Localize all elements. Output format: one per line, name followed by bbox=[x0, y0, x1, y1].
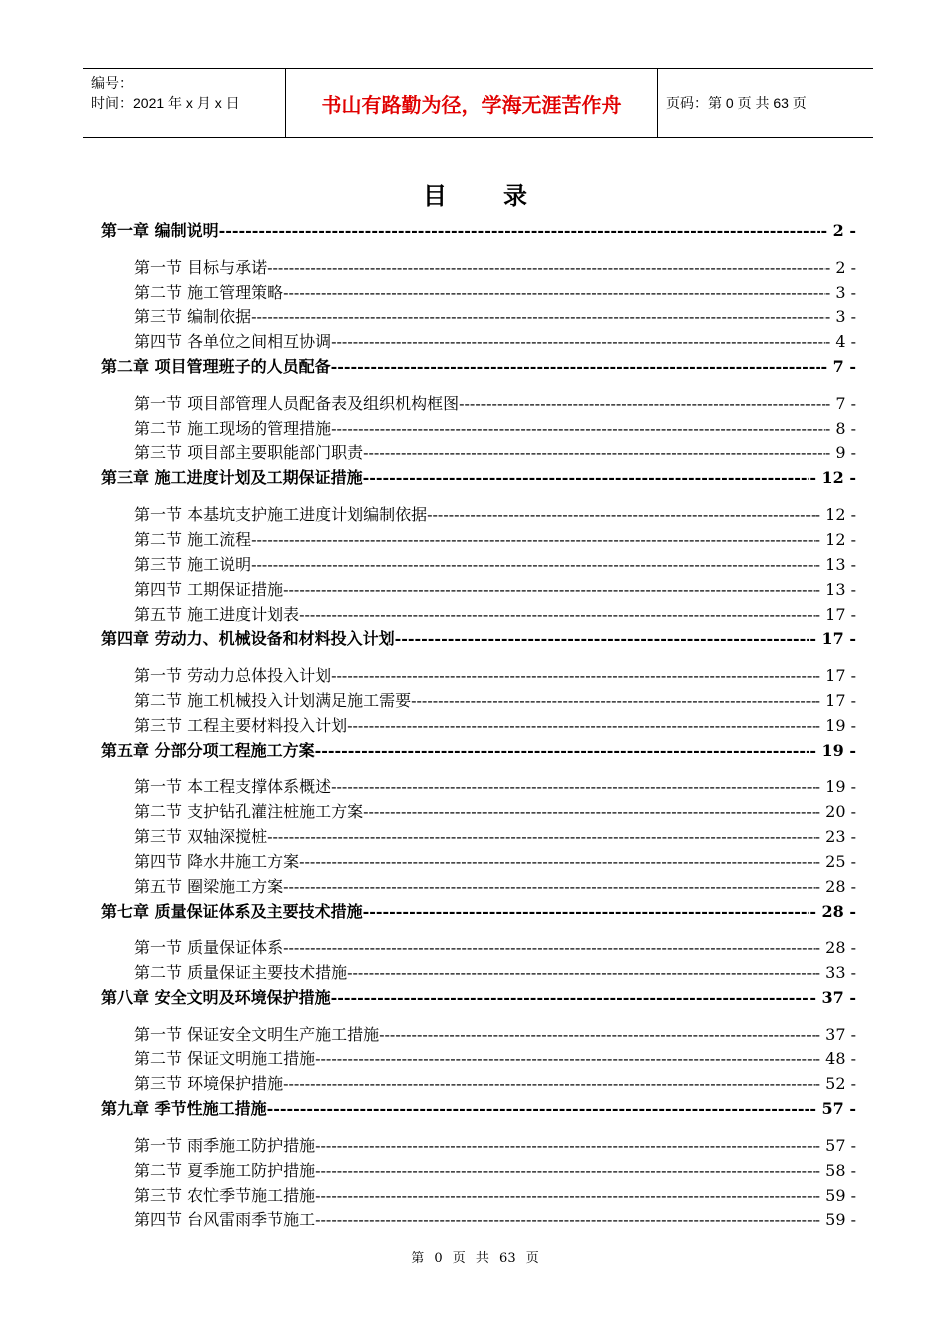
toc-leader-dashes bbox=[331, 418, 825, 440]
toc-entry-page: - 17 - bbox=[814, 666, 856, 685]
toc-chapter-entry[interactable] bbox=[101, 740, 856, 762]
toc-leader-dashes bbox=[459, 393, 825, 415]
toc-chapter-entry[interactable] bbox=[101, 1098, 856, 1120]
toc-section-entry[interactable] bbox=[134, 579, 856, 601]
toc-leader-dashes bbox=[427, 504, 815, 526]
toc-leader-dashes bbox=[331, 665, 815, 687]
toc-chapter-entry[interactable] bbox=[101, 220, 856, 242]
toc-entry-label: 第二节 施工流程 bbox=[134, 530, 252, 549]
toc-entry-label: 第一节 本工程支撑体系概述 bbox=[134, 777, 332, 796]
toc-section-entry[interactable] bbox=[134, 442, 856, 464]
toc-section-entry[interactable] bbox=[134, 418, 856, 440]
toc-leader-dashes bbox=[331, 776, 815, 798]
toc-entry-page: - 9 - bbox=[824, 443, 856, 462]
toc-entry-label: 第三章 施工进度计划及工期保证措施 bbox=[101, 468, 363, 487]
toc-leader-dashes bbox=[267, 1098, 810, 1120]
toc-section-entry[interactable] bbox=[134, 604, 856, 626]
toc-section-entry[interactable] bbox=[134, 962, 856, 984]
toc-entry-label: 第二节 施工现场的管理措施 bbox=[134, 419, 332, 438]
toc-entry-label: 第一章 编制说明 bbox=[101, 221, 219, 240]
toc-entry-page: - 7 - bbox=[824, 394, 856, 413]
toc-section-entry[interactable] bbox=[134, 1073, 856, 1095]
toc-leader-dashes bbox=[395, 628, 810, 650]
toc-entry-page: - 8 - bbox=[824, 419, 856, 438]
toc-entry-label: 第一节 项目部管理人员配备表及组织机构框图 bbox=[134, 394, 460, 413]
toc-entry-page: - 58 - bbox=[814, 1161, 856, 1180]
toc-entry-page: - 57 - bbox=[809, 1099, 856, 1118]
toc-entry-page: - 2 - bbox=[824, 258, 856, 277]
toc-leader-dashes bbox=[363, 467, 810, 489]
toc-entry-page: - 17 - bbox=[814, 691, 856, 710]
header-page-info: 页码：第 0 页 共 63 页 bbox=[666, 95, 807, 111]
toc-entry-label: 第三节 环境保护措施 bbox=[134, 1074, 284, 1093]
toc-entry-label: 第一节 目标与承诺 bbox=[134, 258, 268, 277]
header-motto: 书山有路勤为径，学海无涯苦作舟 bbox=[285, 69, 658, 137]
toc-leader-dashes bbox=[331, 331, 825, 353]
toc-section-entry[interactable] bbox=[134, 715, 856, 737]
toc-entry-label: 第二节 施工机械投入计划满足施工需要 bbox=[134, 691, 412, 710]
toc-entry-page: - 7 - bbox=[820, 357, 856, 376]
toc-leader-dashes bbox=[283, 937, 815, 959]
toc-entry-label: 第四节 工期保证措施 bbox=[134, 580, 284, 599]
document-date-label: 时间：2021 年 x 月 x 日 bbox=[91, 95, 240, 111]
toc-entry-label: 第二章 项目管理班子的人员配备 bbox=[101, 357, 331, 376]
toc-leader-dashes bbox=[251, 554, 815, 576]
toc-entry-page: - 17 - bbox=[814, 605, 856, 624]
toc-entry-label: 第二节 施工管理策略 bbox=[134, 283, 284, 302]
toc-entry-label: 第七章 质量保证体系及主要技术措施 bbox=[101, 902, 363, 921]
toc-entry-page: - 19 - bbox=[809, 741, 856, 760]
toc-entry-label: 第一节 本基坑支护施工进度计划编制依据 bbox=[134, 505, 428, 524]
toc-entry-label: 第二节 支护钻孔灌注桩施工方案 bbox=[134, 802, 364, 821]
toc-entry-page: - 3 - bbox=[824, 283, 856, 302]
toc-entry-label: 第三节 双轴深搅桩 bbox=[134, 827, 268, 846]
toc-section-entry[interactable] bbox=[134, 331, 856, 353]
toc-entry-label: 第四节 各单位之间相互协调 bbox=[134, 332, 332, 351]
toc-entry-page: - 12 - bbox=[814, 530, 856, 549]
toc-section-entry[interactable] bbox=[134, 776, 856, 798]
toc-leader-dashes bbox=[315, 1135, 815, 1157]
toc-section-entry[interactable] bbox=[134, 1024, 856, 1046]
toc-entry-label: 第一节 雨季施工防护措施 bbox=[134, 1136, 316, 1155]
toc-section-entry[interactable] bbox=[134, 282, 856, 304]
toc-section-entry[interactable] bbox=[134, 665, 856, 687]
toc-entry-page: - 48 - bbox=[814, 1049, 856, 1068]
toc-entry-label: 第一节 劳动力总体投入计划 bbox=[134, 666, 332, 685]
toc-entry-page: - 12 - bbox=[809, 468, 856, 487]
toc-section-entry[interactable] bbox=[134, 554, 856, 576]
toc-leader-dashes bbox=[251, 306, 825, 328]
toc-entry-page: - 28 - bbox=[809, 902, 856, 921]
toc-leader-dashes bbox=[283, 1073, 815, 1095]
toc-chapter-entry[interactable] bbox=[101, 987, 856, 1009]
toc-leader-dashes bbox=[347, 715, 815, 737]
toc-leader-dashes bbox=[251, 529, 815, 551]
toc-leader-dashes bbox=[283, 876, 815, 898]
toc-section-entry[interactable] bbox=[134, 257, 856, 279]
toc-entry-page: - 2 - bbox=[820, 221, 856, 240]
toc-leader-dashes bbox=[331, 987, 810, 1009]
toc-section-entry[interactable] bbox=[134, 306, 856, 328]
toc-section-entry[interactable] bbox=[134, 690, 856, 712]
toc-leader-dashes bbox=[267, 826, 815, 848]
toc-section-entry[interactable] bbox=[134, 1160, 856, 1182]
toc-entry-page: - 19 - bbox=[814, 777, 856, 796]
toc-section-entry[interactable] bbox=[134, 529, 856, 551]
toc-entry-label: 第九章 季节性施工措施 bbox=[101, 1099, 267, 1118]
toc-entry-page: - 25 - bbox=[814, 852, 856, 871]
toc-leader-dashes bbox=[315, 1160, 815, 1182]
toc-entry-page: - 37 - bbox=[814, 1025, 856, 1044]
toc-entry-label: 第三节 工程主要材料投入计划 bbox=[134, 716, 348, 735]
page-header bbox=[83, 68, 873, 138]
toc-leader-dashes bbox=[315, 740, 810, 762]
toc-leader-dashes bbox=[411, 690, 815, 712]
toc-chapter-entry[interactable] bbox=[101, 356, 856, 378]
toc-chapter-entry[interactable] bbox=[101, 628, 856, 650]
toc-entry-page: - 20 - bbox=[814, 802, 856, 821]
toc-entry-label: 第二节 夏季施工防护措施 bbox=[134, 1161, 316, 1180]
toc-entry-page: - 13 - bbox=[814, 555, 856, 574]
toc-entry-label: 第三节 施工说明 bbox=[134, 555, 252, 574]
toc-section-entry[interactable] bbox=[134, 826, 856, 848]
toc-entry-page: - 59 - bbox=[814, 1210, 856, 1229]
toc-entry-page: - 17 - bbox=[809, 629, 856, 648]
toc-entry-label: 第四章 劳动力、机械设备和材料投入计划 bbox=[101, 629, 395, 648]
toc-entry-label: 第八章 安全文明及环境保护措施 bbox=[101, 988, 331, 1007]
toc-entry-label: 第三节 编制依据 bbox=[134, 307, 252, 326]
toc-entry-page: - 19 - bbox=[814, 716, 856, 735]
toc-entry-label: 第四节 降水井施工方案 bbox=[134, 852, 300, 871]
toc-leader-dashes bbox=[363, 442, 825, 464]
toc-entry-page: - 28 - bbox=[814, 938, 856, 957]
toc-entry-page: - 12 - bbox=[814, 505, 856, 524]
toc-entry-page: - 23 - bbox=[814, 827, 856, 846]
toc-section-entry[interactable] bbox=[134, 876, 856, 898]
toc-leader-dashes bbox=[267, 257, 825, 279]
toc-leader-dashes bbox=[363, 801, 815, 823]
toc-leader-dashes bbox=[299, 604, 815, 626]
toc-entry-page: - 37 - bbox=[809, 988, 856, 1007]
toc-entry-page: - 33 - bbox=[814, 963, 856, 982]
toc-entry-label: 第三节 项目部主要职能部门职责 bbox=[134, 443, 364, 462]
toc-entry-page: - 57 - bbox=[814, 1136, 856, 1155]
toc-entry-page: - 4 - bbox=[824, 332, 856, 351]
toc-section-entry[interactable] bbox=[134, 851, 856, 873]
toc-leader-dashes bbox=[315, 1048, 815, 1070]
toc-entry-label: 第一节 保证安全文明生产施工措施 bbox=[134, 1025, 380, 1044]
toc-leader-dashes bbox=[283, 282, 825, 304]
toc-entry-page: - 59 - bbox=[814, 1186, 856, 1205]
toc-leader-dashes bbox=[219, 220, 821, 242]
toc-section-entry[interactable] bbox=[134, 801, 856, 823]
toc-entry-page: - 52 - bbox=[814, 1074, 856, 1093]
toc-leader-dashes bbox=[363, 901, 810, 923]
toc-leader-dashes bbox=[315, 1185, 815, 1207]
toc-section-entry[interactable] bbox=[134, 1135, 856, 1157]
toc-entry-label: 第四节 台风雷雨季节施工 bbox=[134, 1210, 316, 1229]
page-footer: 第 0 页 共 63 页 bbox=[411, 1251, 539, 1266]
toc-chapter-entry[interactable] bbox=[101, 467, 856, 489]
toc-section-entry[interactable] bbox=[134, 1185, 856, 1207]
toc-section-entry[interactable] bbox=[134, 393, 856, 415]
toc-entry-label: 第五章 分部分项工程施工方案 bbox=[101, 741, 315, 760]
toc-section-entry[interactable] bbox=[134, 937, 856, 959]
toc-section-entry[interactable] bbox=[134, 504, 856, 526]
toc-entry-label: 第一节 质量保证体系 bbox=[134, 938, 284, 957]
toc-entry-label: 第五节 圈梁施工方案 bbox=[134, 877, 284, 896]
document-number-label: 编号： bbox=[91, 75, 133, 91]
toc-entry-page: - 28 - bbox=[814, 877, 856, 896]
header-meta bbox=[83, 69, 285, 137]
toc-entry-label: 第三节 农忙季节施工措施 bbox=[134, 1186, 316, 1205]
toc-entry-label: 第二节 保证文明施工措施 bbox=[134, 1049, 316, 1068]
toc-entry-page: - 3 - bbox=[824, 307, 856, 326]
toc-leader-dashes bbox=[347, 962, 815, 984]
toc-leader-dashes bbox=[283, 579, 815, 601]
toc-leader-dashes bbox=[315, 1209, 815, 1231]
toc-leader-dashes bbox=[379, 1024, 815, 1046]
toc-title: 目录 bbox=[423, 182, 583, 210]
toc-chapter-entry[interactable] bbox=[101, 901, 856, 923]
toc-section-entry[interactable] bbox=[134, 1048, 856, 1070]
toc-leader-dashes bbox=[299, 851, 815, 873]
toc-entry-page: - 13 - bbox=[814, 580, 856, 599]
toc-section-entry[interactable] bbox=[134, 1209, 856, 1231]
toc-entry-label: 第五节 施工进度计划表 bbox=[134, 605, 300, 624]
toc-entry-label: 第二节 质量保证主要技术措施 bbox=[134, 963, 348, 982]
toc-leader-dashes bbox=[331, 356, 821, 378]
